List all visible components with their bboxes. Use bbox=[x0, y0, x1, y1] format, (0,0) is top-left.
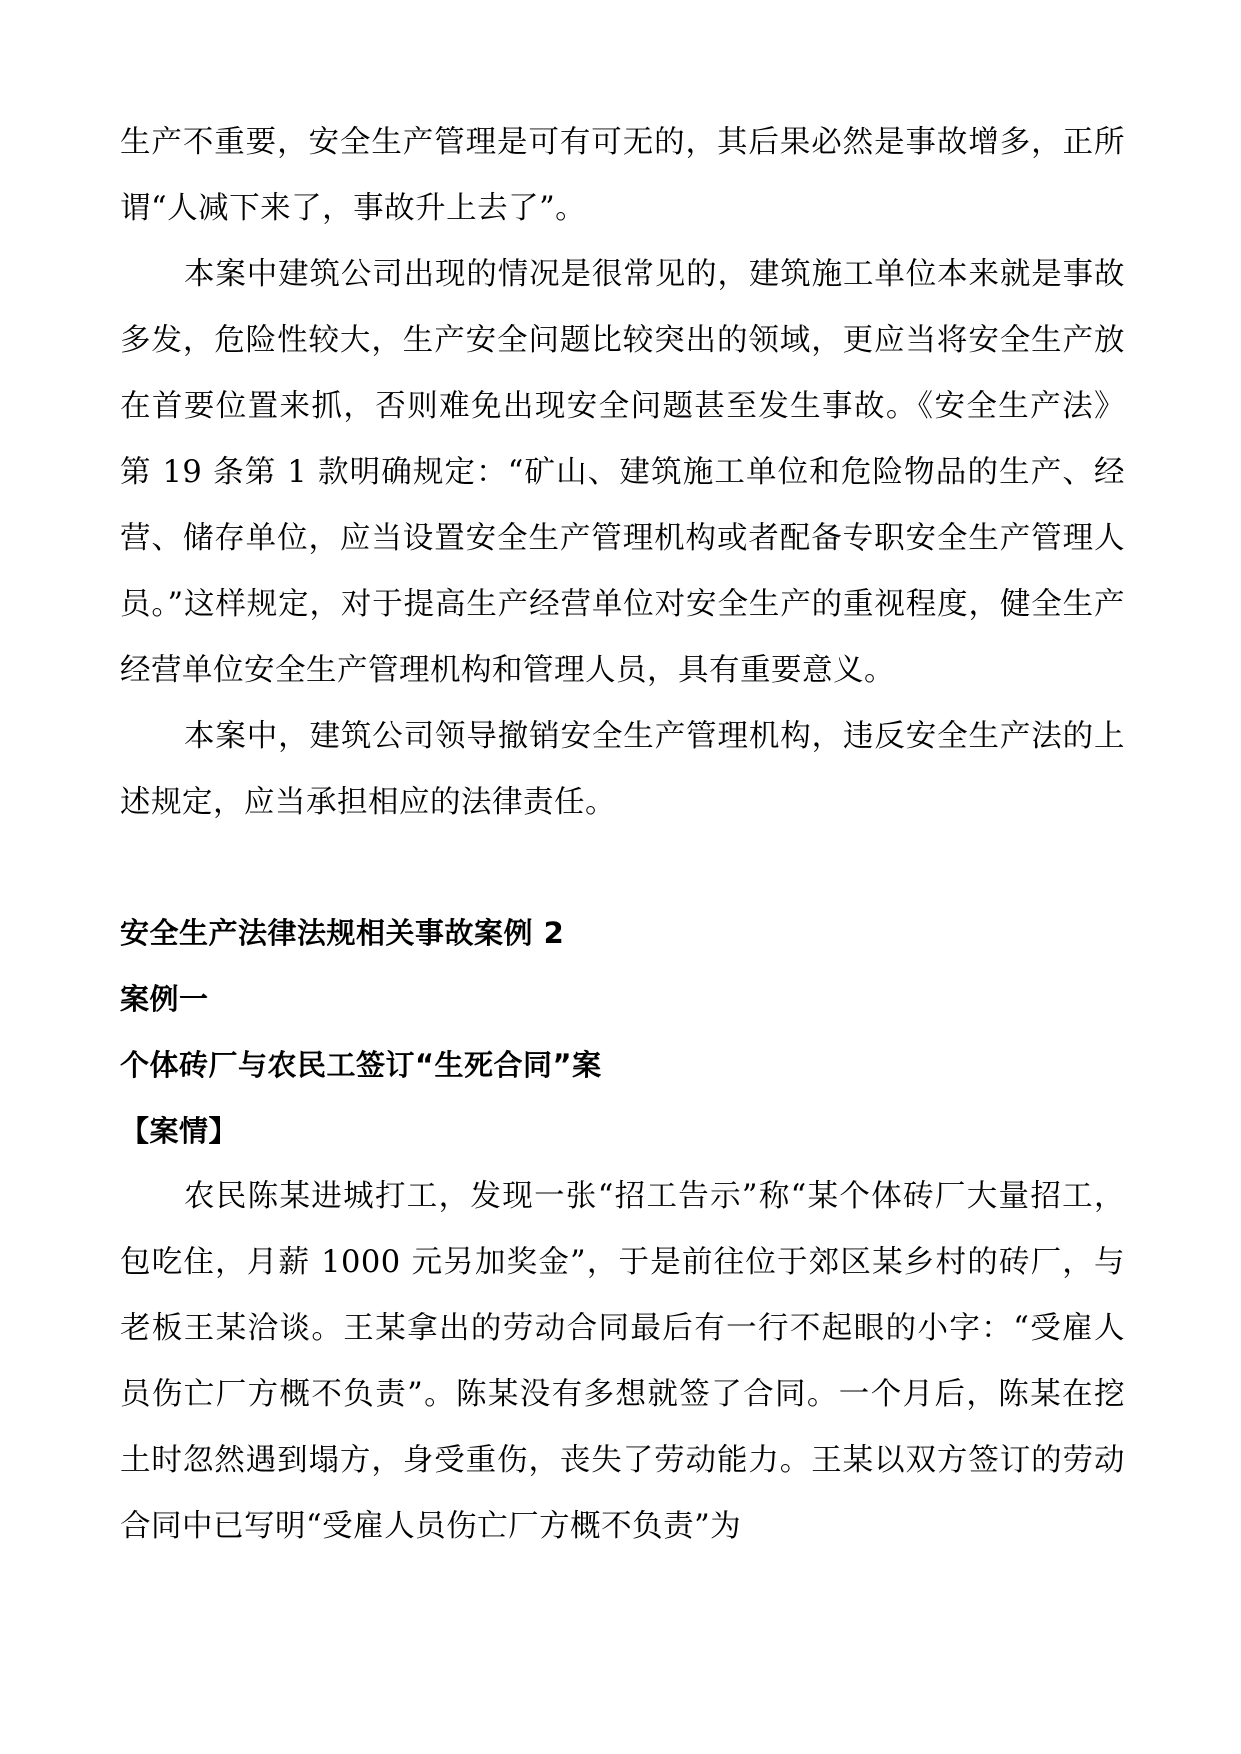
body-paragraph-analysis: 本案中建筑公司出现的情况是很常见的，建筑施工单位本来就是事故多发，危险性较大，生产安全问题比较突出的领域，更应当将安全生产放在首要位置来抓，否则难免出现安全问题甚至发生事故。《安全生产法》第 19 条第 1 款明确规定：“矿山、建筑施工单位和危险物品的生产、经营、储存单位，应当设置安全生产管理机构或者配备专职安全生产管理人员。”这样规定，对于提高生产经营单位对安全生产的重视程度，健全生产经营单位安全生产管理机构和管理人员，具有重要意义。 bbox=[120, 257, 1125, 688]
case-facts-paragraph: 农民陈某进城打工，发现一张“招工告示”称“某个体砖厂大量招工，包吃住，月薪 1000 元另加奖金”，于是前往位于郊区某乡村的砖厂，与老板王某洽谈。王某拿出的劳动合同最后有一行不起眼的小字：“受雇人员伤亡厂方概不负责”。陈某没有多想就签了合同。一个月后，陈某在挖土时忽然遇到塌方，身受重伤，丧失了劳动能力。王某以双方签订的劳动合同中已写明“受雇人员伤亡厂方概不负责”为 bbox=[120, 1179, 1125, 1544]
document-page bbox=[120, 110, 1125, 1560]
case-title: 个体砖厂与农民工签订“生死合同”案 bbox=[120, 1048, 602, 1082]
section-spacer bbox=[120, 836, 1125, 900]
case-label: 案例一 bbox=[120, 982, 209, 1016]
facts-label: 【案情】 bbox=[120, 1114, 239, 1148]
section-title: 安全生产法律法规相关事故案例 2 bbox=[120, 916, 565, 950]
body-paragraph-conclusion: 本案中，建筑公司领导撤销安全生产管理机构，违反安全生产法的上述规定，应当承担相应的法律责任。 bbox=[120, 719, 1125, 820]
body-paragraph-continuation: 生产不重要，安全生产管理是可有可无的，其后果必然是事故增多，正所谓“人减下来了，事故升上去了”。 bbox=[120, 125, 1125, 226]
